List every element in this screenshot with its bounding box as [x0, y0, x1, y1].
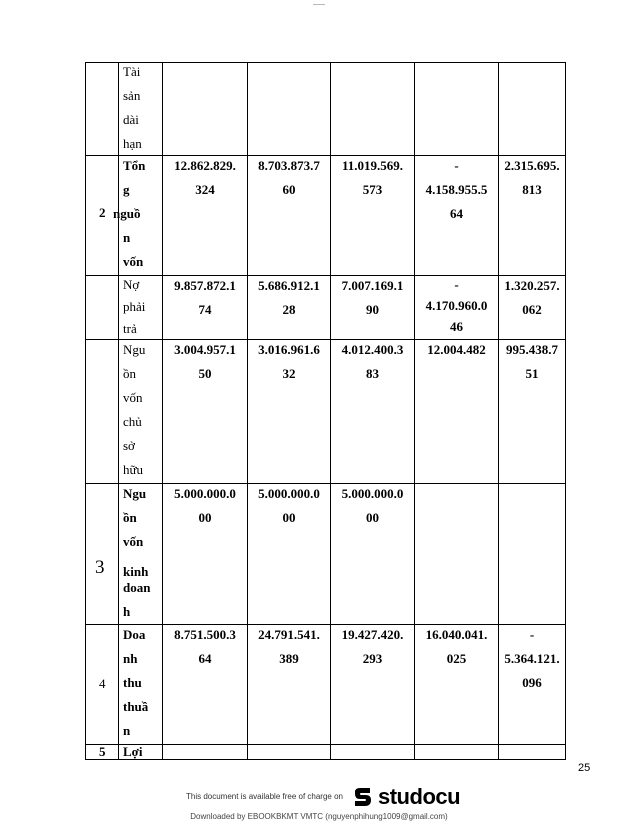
row-index: 3: [95, 557, 105, 578]
label-line: Doa: [123, 627, 146, 642]
row-label-tai-san-dai-han: [123, 60, 142, 156]
row-label-loi: Lợi: [123, 744, 143, 759]
value-cell: 5.000.000.0 00: [258, 486, 320, 525]
row-line: [85, 759, 566, 760]
col-line: [85, 62, 86, 760]
label-line: vốn: [123, 534, 144, 549]
label-line: hạn: [123, 136, 142, 151]
label-line: trả: [123, 321, 137, 336]
label-line: dài: [123, 112, 139, 127]
value-cell: 8.751.500.3 64: [174, 627, 236, 666]
page-number: 25: [578, 762, 591, 774]
label-line: kinh: [123, 564, 149, 579]
label-line: Nợ: [123, 277, 140, 292]
label-line: vốn: [123, 254, 144, 269]
studocu-logo[interactable]: [352, 784, 460, 810]
value-cell: 1.320.257. 062: [504, 278, 560, 317]
studocu-logo-icon: [352, 786, 374, 808]
label-line: ồn: [123, 510, 137, 525]
row-index: 4: [99, 676, 106, 691]
value-cell: 2.315.695. 813: [504, 158, 560, 197]
value-cell: 995.438.7 51: [506, 342, 558, 381]
row-line: [85, 62, 566, 63]
col-line: [565, 62, 566, 760]
value-cell: 3.016.961.6 32: [258, 342, 320, 381]
label-line: Ngu: [123, 486, 147, 501]
label-line: nh: [123, 651, 138, 666]
label-line: h: [123, 604, 131, 619]
value-cell: 19.427.420. 293: [341, 627, 404, 666]
data-table: [85, 62, 566, 760]
value-cell: - 5.364.121. 096: [504, 627, 560, 690]
label-line: Tài: [123, 64, 141, 79]
row-label-nguon-von-kinh-doanh: [123, 482, 150, 624]
available-text: This document is available free of charge on: [186, 792, 343, 801]
value-cell: 11.019.569. 573: [341, 158, 404, 197]
label-line: nguồ: [113, 206, 141, 221]
row-label-doanh-thu-thuan: [123, 623, 148, 743]
value-cell: 4.012.400.3 83: [341, 342, 404, 381]
label-line: g: [123, 182, 130, 197]
value-cell: - 4.158.955.5 64: [425, 158, 488, 221]
label-line: n: [123, 723, 131, 738]
row-index: 5: [99, 744, 106, 759]
value-cell: 12.004.482: [427, 342, 486, 357]
value-cell: 3.004.957.1 50: [174, 342, 236, 381]
download-attribution: Downloaded by EBOOKBKMT VMTC (nguyenphihung1009@gmail.com): [190, 812, 448, 821]
label-line: phải: [123, 299, 146, 314]
label-line: ồn: [123, 366, 136, 381]
value-cell: 5.686.912.1 28: [258, 278, 320, 317]
label-line: chủ: [123, 414, 142, 429]
label-line: vốn: [123, 390, 143, 405]
value-cell: 24.791.541. 389: [258, 627, 320, 666]
studocu-brand: studocu: [378, 784, 461, 809]
row-index: 2: [99, 205, 106, 220]
value-cell: 8.703.873.7 60: [258, 158, 320, 197]
label-line: sở: [123, 438, 135, 453]
value-cell: 5.000.000.0 00: [174, 486, 236, 525]
value-cell: 16.040.041. 025: [425, 627, 488, 666]
value-cell: 9.857.872.1 74: [174, 278, 236, 317]
row-label-no-phai-tra: [123, 274, 145, 340]
value-cell: - 4.170.960.0 46: [425, 277, 488, 334]
value-cell: 7.007.169.1 90: [341, 278, 404, 317]
label-line: doan: [123, 580, 151, 595]
label-line: Ngu: [123, 342, 146, 357]
row-label-nguon-von-chu-so-huu: [123, 338, 145, 482]
label-line: thu: [123, 675, 142, 690]
footer: [0, 780, 638, 820]
col-line: [118, 62, 119, 760]
label-line: thuầ: [123, 699, 149, 714]
label-line: Tổn: [123, 158, 146, 173]
row-line: [85, 744, 566, 745]
label-line: n: [123, 230, 131, 245]
row-label-tong-nguon-von: [113, 154, 146, 274]
value-cell: 5.000.000.0 00: [341, 486, 404, 525]
value-cell: 12.862.829. 324: [174, 158, 236, 197]
label-line: sản: [123, 88, 141, 103]
label-line: hữu: [123, 462, 144, 477]
top-mark: [313, 4, 325, 5]
